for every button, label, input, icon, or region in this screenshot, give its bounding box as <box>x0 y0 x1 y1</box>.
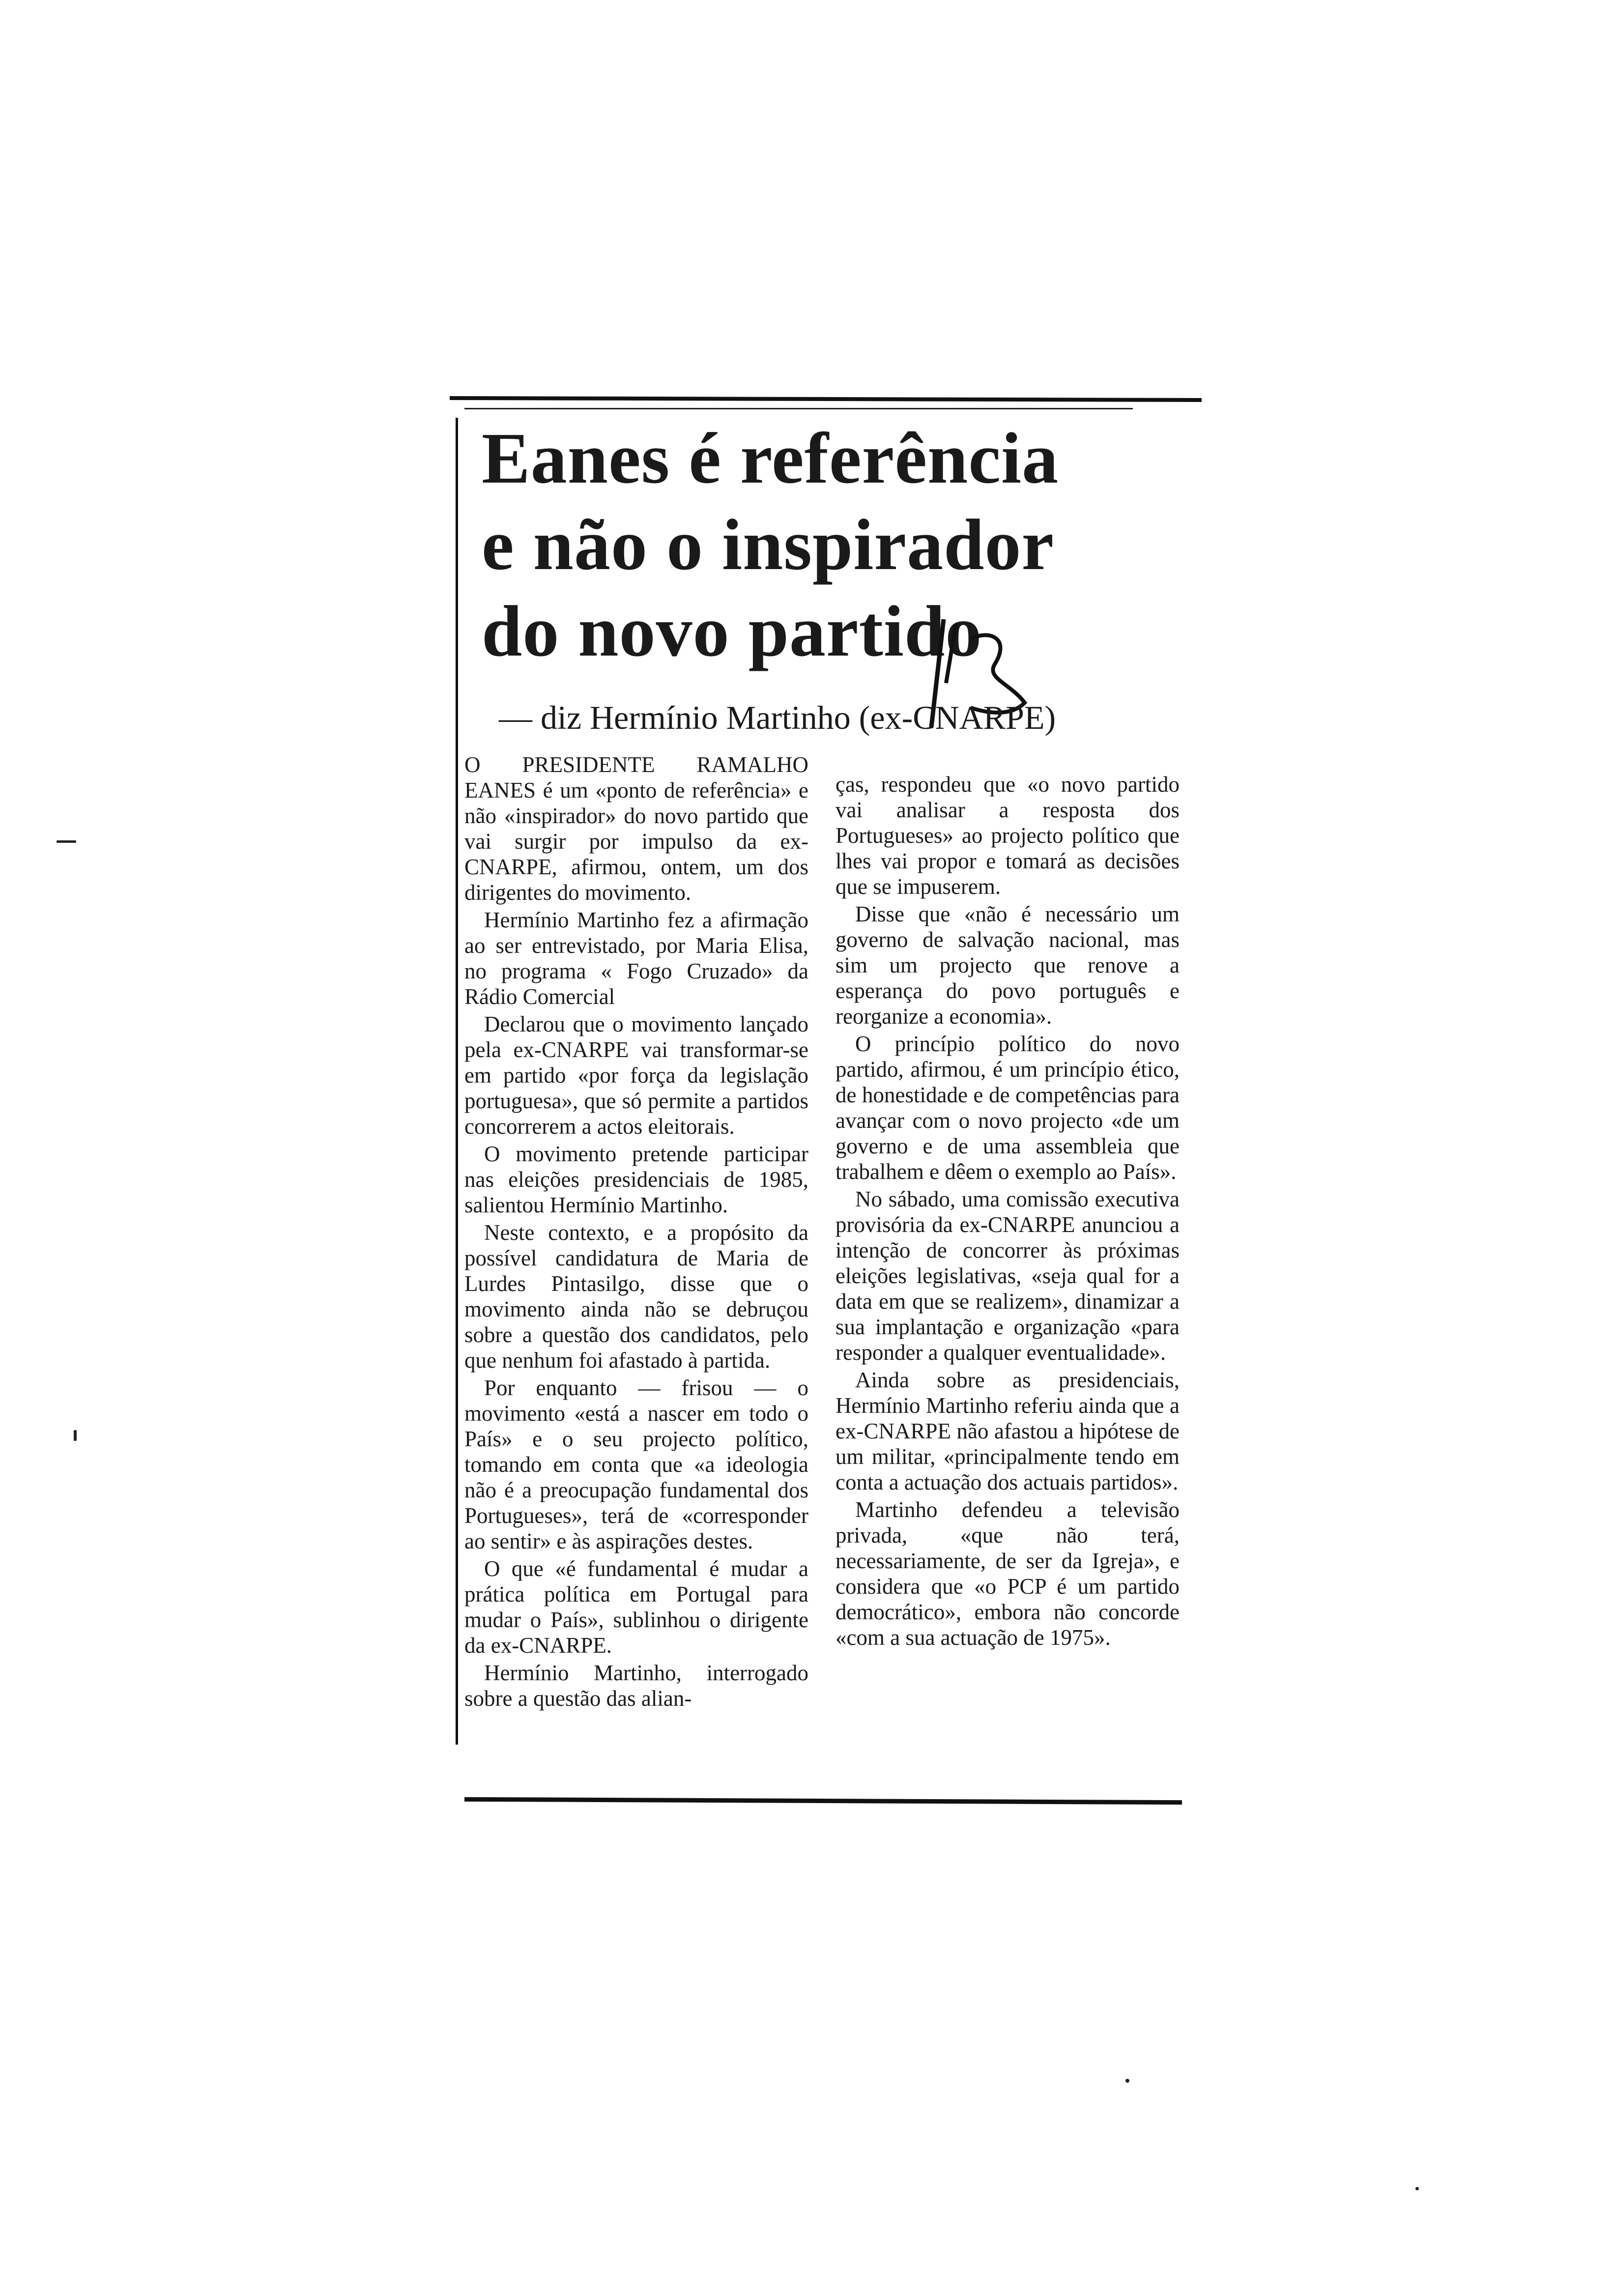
left-rule <box>456 418 458 1745</box>
scan-speck <box>57 840 76 843</box>
scan-speck <box>1125 2079 1129 2083</box>
paragraph <box>464 752 808 905</box>
headline <box>482 415 1199 675</box>
paragraph: ças, respondeu que «o novo partido vai analisar a resposta dos Portugueses» ao projecto político que lhes vai propor e tomará as decisões que se impuserem. <box>835 772 1180 899</box>
lead-caps: O PRESIDENTE RAMALHO EANES <box>464 752 808 803</box>
headline-line-3: do novo partido <box>482 591 982 672</box>
scan-speck <box>74 1430 77 1441</box>
paragraph: Martinho defendeu a televisão privada, «que não terá, necessariamente, de ser da Igreja», e considera que «o PCP é um partido democrático», embora não concorde «com a sua actuação de 1975». <box>835 1497 1180 1650</box>
scan-speck <box>1415 2187 1419 2190</box>
paragraph: O princípio político do novo partido, afirmou, é um princípio ético, de honestidade e de competências para avançar com o novo projecto «de um governo e de uma assembleia que trabalhem e dêem o exemplo ao País». <box>835 1032 1180 1184</box>
paragraph: Declarou que o movimento lançado pela ex-CNARPE vai transformar-se em partido «por força da legislação portuguesa», que só permite a partidos concorrerem a actos eleitorais. <box>464 1012 808 1139</box>
paragraph: Por enquanto — frisou — o movimento «está a nascer em todo o País» e o seu projecto político, tomando em conta que «a ideologia não é a preocupação fundamental dos Portugueses», terá de «corresponder ao sentir» e às aspirações destes. <box>464 1376 808 1553</box>
paragraph: Neste contexto, e a propósito da possível candidatura de Maria de Lurdes Pintasilgo, disse que o movimento ainda não se debruçou sobre a questão dos candidatos, pelo que nenhum foi afastado à partida. <box>464 1220 808 1373</box>
article-column-left <box>464 752 808 1713</box>
headline-line-2: e não o inspirador <box>482 505 1055 585</box>
headline-line-1: Eanes é referência <box>482 418 1059 499</box>
top-rule-thin <box>464 408 1133 409</box>
byline: — diz Hermínio Martinho (ex-CNARPE) <box>499 699 1056 736</box>
paragraph: Ainda sobre as presidenciais, Hermínio Martinho referiu ainda que a ex-CNARPE não afastou a hipótese de um militar, «principalmente tendo em conta a actuação dos actuais partidos». <box>835 1368 1180 1494</box>
newspaper-clipping <box>445 393 1202 1818</box>
top-rule <box>450 396 1202 402</box>
paragraph: Disse que «não é necessário um governo de salvação nacional, mas sim um projecto que renove a esperança do povo português e reorganize a economia». <box>835 902 1180 1029</box>
paragraph: No sábado, uma comissão executiva provisória da ex-CNARPE anunciou a intenção de concorrer às próximas eleições legislativas, «seja qual for a data em que se realizem», dinamizar a sua implantação e organização «para responder a qualquer eventualidade». <box>835 1187 1180 1365</box>
paragraph: O movimento pretende participar nas eleições presidenciais de 1985, salientou Hermínio Martinho. <box>464 1142 808 1217</box>
article-column-right <box>835 772 1180 1652</box>
paragraph-text: é um «ponto de referência» e não «inspirador» do novo partido que vai surgir por impulso da ex-CNARPE, afirmou, ontem, um dos dirigentes do movimento. <box>464 778 808 905</box>
paragraph: Hermínio Martinho, interrogado sobre a questão das alian- <box>464 1661 808 1711</box>
bottom-rule <box>464 1797 1182 1805</box>
paragraph: Hermínio Martinho fez a afirmação ao ser entrevistado, por Maria Elisa, no programa « Fogo Cruzado» da Rádio Comercial <box>464 908 808 1009</box>
paragraph: O que «é fundamental é mudar a prática política em Portugal para mudar o País», sublinhou o dirigente da ex-CNARPE. <box>464 1556 808 1658</box>
